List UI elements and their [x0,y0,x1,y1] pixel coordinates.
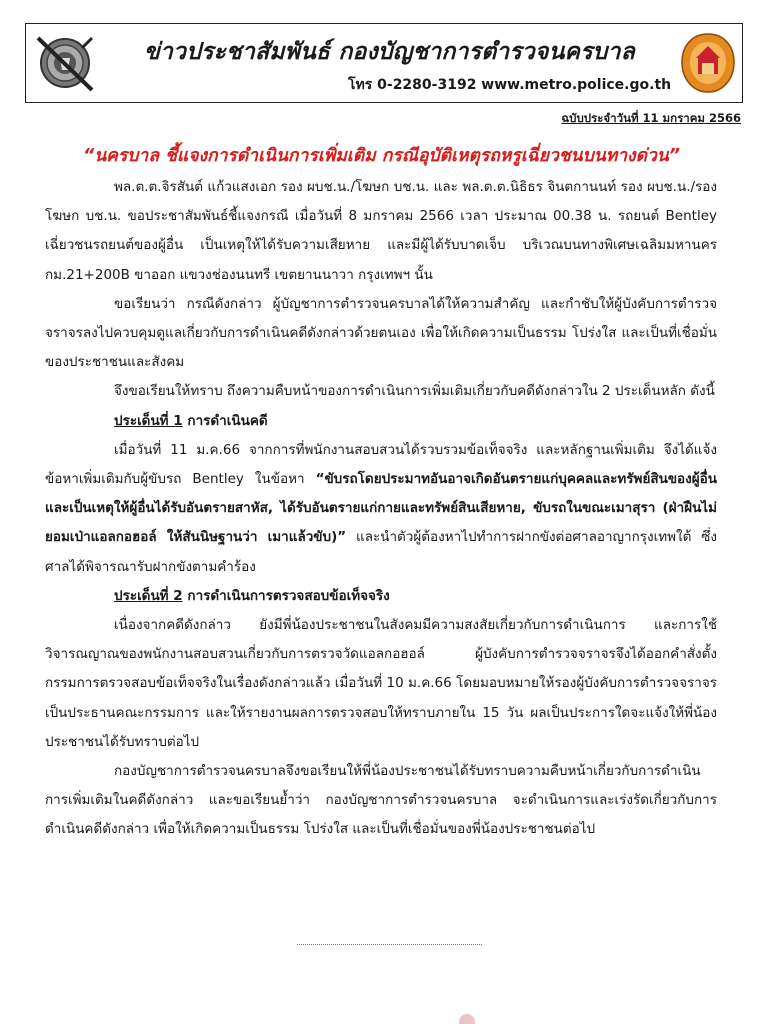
press-release-header [25,23,743,103]
footer-divider [297,944,482,945]
royal-thai-police-emblem-icon [32,30,96,94]
section-1-label: ประเด็นที่ 1 [114,412,183,429]
charges-text: “ขับรถโดยประมาทอันอาจเกิดอันตรายแก่บุคคลและทรัพย์สินของผู้อื่น และเป็นเหตุให้ผู้อื่นได้รับอันตรายสาหัส, ได้รับอันตรายแก่กายและทรัพย์สินเสียหาย, ขับรถในขณะเมาสุรา (ฝ่าฝืนไม่ยอมเป่าแอลกอฮอล์ ให้สันนิษฐานว่า เมาแล้วขับ)” [45,471,717,546]
paragraph-progress: จึงขอเรียนให้ทราบ ถึงความคืบหน้าของการดำเนินการเพิ่มเติมเกี่ยวกับคดีดังกล่าวใน 2 ประเด็นหลัก ดังนี้ [114,383,715,400]
paragraph-intro: พล.ต.ต.จิรสันต์ แก้วแสงเอก รอง ผบช.น./โฆษก บช.น. และ พล.ต.ต.นิธิธร จินตกานนท์ รอง ผบช.น./รองโฆษก บช.น. ขอประชาสัมพันธ์ชี้แจงกรณี เมื่อวันที่ 8 มกราคม 2566 เวลา ประมาณ 00.38 น. รถยนต์ Bentley เฉี่ยวชนรถยนต์ของผู้อื่น เป็นเหตุให้ได้รับความเสียหาย และมีผู้ได้รับบาดเจ็บ บริเวณบนทางพิเศษเฉลิมมหานคร กม.21+200B ขาออก แขวงช่องนนทรี เขตยานนาวา กรุงเทพฯ นั้น [45,179,717,283]
footer-stamp-fragment [459,1014,475,1024]
section-1-heading [45,407,717,436]
paragraph-charges [45,436,717,582]
charges-outcome: และนำตัวผู้ต้องหาไปทำการฝากขังต่อศาลอาญากรุงเทพใต้ ซึ่งศาลได้พิจารณารับฝากขังตามคำร้อง [45,529,718,575]
section-2-heading [45,582,717,611]
article-body [45,173,717,845]
charges-intro: เมื่อวันที่ 11 ม.ค.66 จากการที่พนักงานสอบสวนได้รวบรวมข้อเท็จจริง และหลักฐานเพิ่มเติม จึงได้แจ้งข้อหาเพิ่มเติมกับผู้ขับรถ Bentley ในข้อหา [45,441,717,488]
paragraph-closing: กองบัญชาการตำรวจนครบาลจึงขอเรียนให้พี่น้องประชาชนได้รับทราบความคืบหน้าเกี่ยวกับการดำเนินการเพิ่มเติมในคดีดังกล่าว และขอเรียนย้ำว่า กองบัญชาการตำรวจนครบาล จะดำเนินการและเร่งรัดเกี่ยวกับการดำเนินคดีดังกล่าว เพื่อให้เกิดความเป็นธรรม โปร่งใส และเป็นที่เชื่อมั่นของพี่น้องประชาชนต่อไป [45,763,717,838]
metropolitan-police-bureau-emblem-icon [680,32,736,94]
issue-date: ฉบับประจำวันที่ 11 มกราคม 2566 [561,111,741,125]
section-2-title: การดำเนินการตรวจสอบข้อเท็จจริง [187,587,390,604]
header-contact: โทร 0-2280-3192 www.metro.police.go.th [348,77,672,93]
header-title: ข่าวประชาสัมพันธ์ กองบัญชาการตำรวจนครบาล [144,39,635,65]
section-2-label: ประเด็นที่ 2 [114,587,183,604]
section-1-title: การดำเนินคดี [187,412,268,429]
headline: “นครบาล ชี้แจงการดำเนินการเพิ่มเติม กรณีอุบัติเหตุรถหรูเฉี่ยวชนบนทางด่วน” [82,146,681,166]
paragraph-investigation: เนื่องจากคดีดังกล่าว ยังมีพี่น้องประชาชนในสังคมมีความสงสัยเกี่ยวกับการดำเนินการ และการใช้วิจารณญาณของพนักงานสอบสวนเกี่ยวกับการตรวจวัดแอลกอฮอล์ ผู้บังคับการตำรวจจราจรจึงได้ออกคำสั่งตั้งกรรมการตรวจสอบข้อเท็จจริงในเรื่องดังกล่าวแล้ว เมื่อวันที่ 10 ม.ค.66 โดยมอบหมายให้รองผู้บังคับการตำรวจจราจรเป็นประธานคณะกรรมการ และให้รายงานผลการตรวจสอบให้ทราบภายใน 15 วัน ผลเป็นประการใดจะแจ้งให้พี่น้องประชาชนได้รับทราบต่อไป [45,617,717,750]
paragraph-oversight: ขอเรียนว่า กรณีดังกล่าว ผู้บัญชาการตำรวจนครบาลได้ให้ความสำคัญ และกำชับให้ผู้บังคับการตำรวจจราจรลงไปควบคุมดูแลเกี่ยวกับการดำเนินคดีดังกล่าวด้วยตนเอง เพื่อให้เกิดความเป็นธรรม โปร่งใส และเป็นที่เชื่อมั่นของประชาชนและสังคม [45,295,717,371]
